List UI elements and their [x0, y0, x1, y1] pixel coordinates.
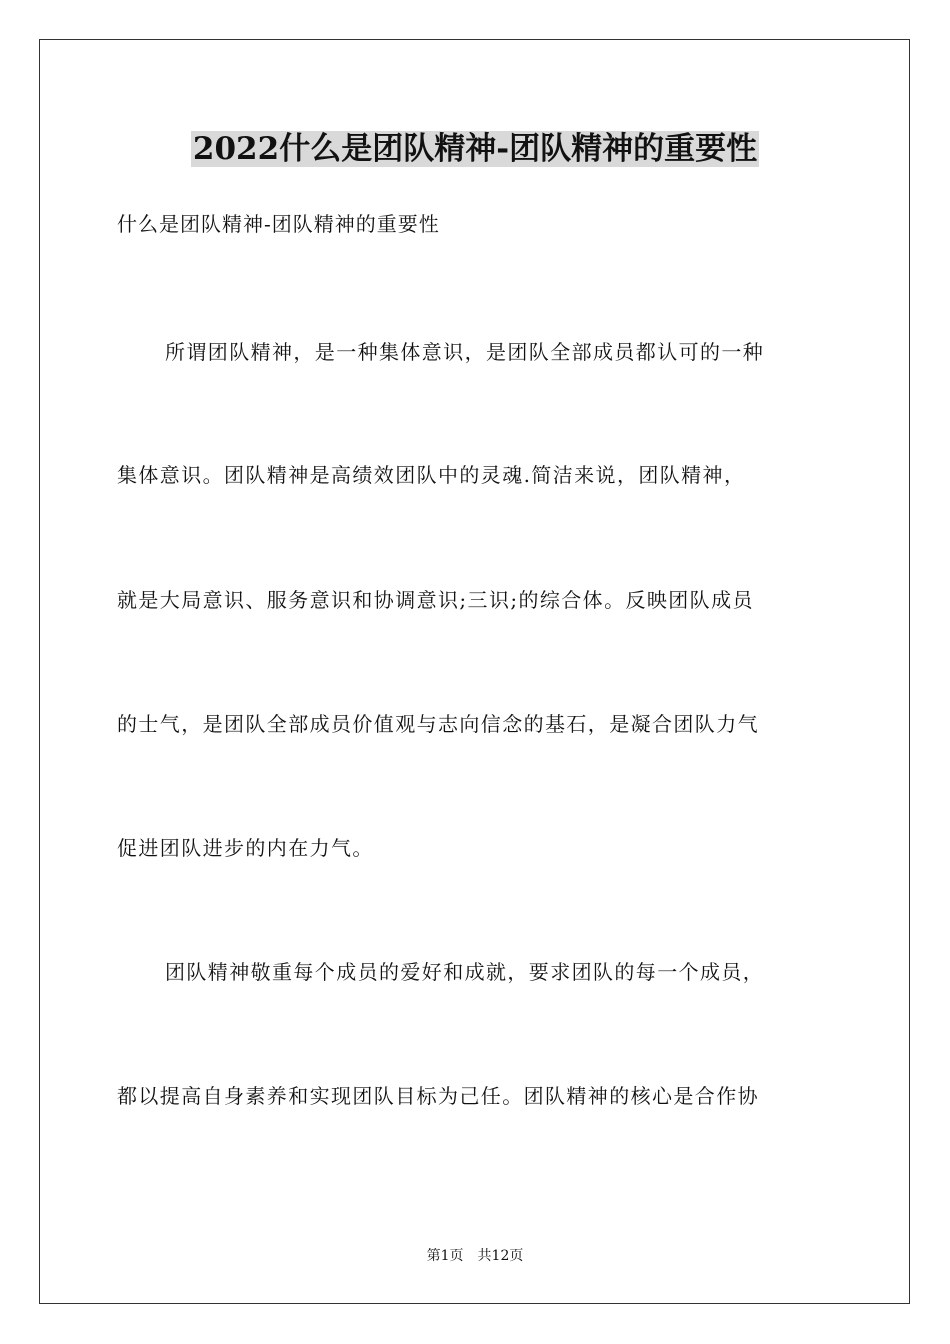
page-total: 共12页: [477, 1248, 524, 1264]
paragraph-2-line-2: 都以提高自身素养和实现团队目标为己任。团队精神的核心是合作协: [117, 1084, 759, 1108]
page-footer: [0, 1246, 950, 1266]
paragraph-1-line-3: 就是大局意识、服务意识和协调意识;三识;的综合体。反映团队成员: [117, 588, 754, 612]
paragraph-2-line-1: 团队精神敬重每个成员的爱好和成就，要求团队的每一个成员，: [165, 960, 765, 984]
paragraph-1-line-4: 的士气，是团队全部成员价值观与志向信念的基石，是凝合团队力气: [117, 712, 759, 736]
paragraph-1-line-5: 促进团队进步的内在力气。: [117, 836, 374, 860]
document-subtitle: 什么是团队精神-团队精神的重要性: [117, 212, 440, 236]
page-number: 第1页: [426, 1248, 464, 1264]
document-title: [0, 127, 950, 171]
paragraph-1-line-2: 集体意识。团队精神是高绩效团队中的灵魂.简洁来说，团队精神，: [117, 463, 746, 487]
document-title-text: 2022什么是团队精神-团队精神的重要性: [192, 131, 758, 167]
paragraph-1-line-1: 所谓团队精神，是一种集体意识，是团队全部成员都认可的一种: [165, 340, 765, 364]
